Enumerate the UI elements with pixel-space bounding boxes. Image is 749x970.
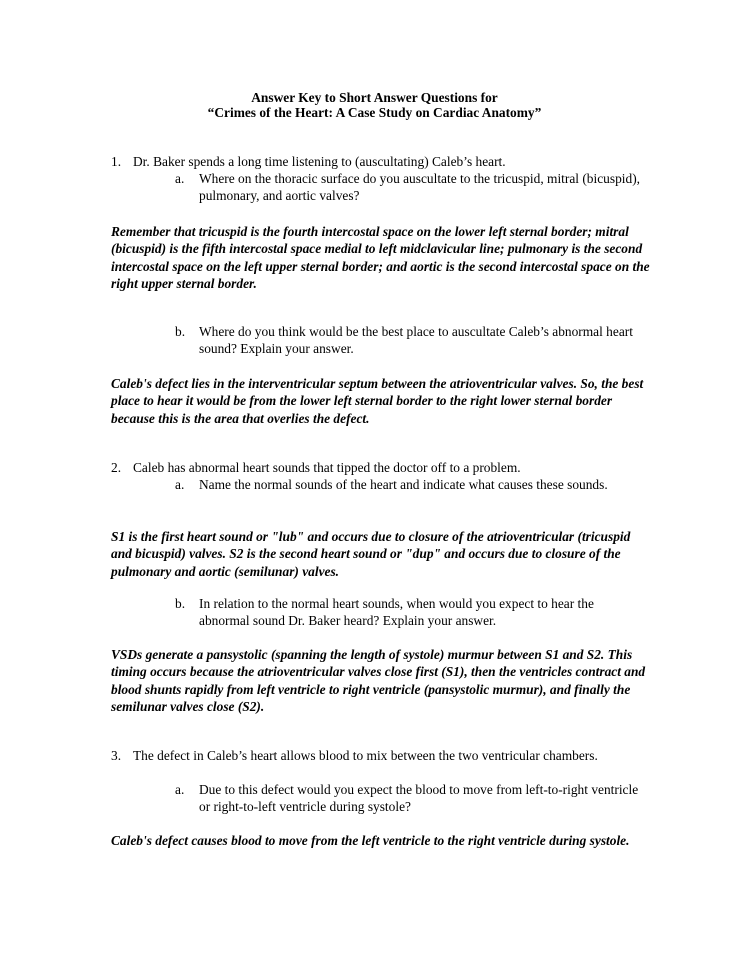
part-letter: a.: [175, 782, 185, 797]
question-number: 2.: [111, 460, 122, 475]
question-number: 3.: [111, 748, 122, 763]
answer-1b: Caleb's defect lies in the interventricular septum between the atrioventricular valves. So, the best place to hear it would be from the lower left sternal border to the right lower sternal border because this is the area that overlies the defect.: [111, 376, 644, 426]
answer-2b: VSDs generate a pansystolic (spanning the length of systole) murmur between S1 and S2. This timing occurs because the atrioventricular valves close first (S1), then the ventricles contract and blood shunts rapidly from left ventricle to right ventricle (pansystolic murmur), and finally the semilunar valves close (S2).: [111, 647, 646, 715]
part-text: Name the normal sounds of the heart and indicate what causes these sounds.: [199, 477, 608, 492]
part-letter: b.: [175, 324, 186, 339]
part-text: Where do you think would be the best place to auscultate Caleb’s abnormal heart sound? Explain your answer.: [199, 324, 633, 357]
question-text: Caleb has abnormal heart sounds that tipped the doctor off to a problem.: [133, 460, 521, 475]
title-line-1: Answer Key to Short Answer Questions for: [251, 90, 498, 105]
part-text: Where on the thoracic surface do you auscultate to the tricuspid, mitral (bicuspid), pulmonary, and aortic valves?: [199, 171, 640, 204]
part-letter: a.: [175, 477, 185, 492]
question-1b: [175, 323, 645, 357]
answer-2a: S1 is the first heart sound or "lub" and occurs due to closure of the atrioventricular (tricuspid and bicuspid) valves. S2 is the second heart sound or "dup" and occurs due to closure of the pulmonary and aortic (semilunar) valves.: [111, 529, 631, 579]
title-line-2: “Crimes of the Heart: A Case Study on Cardiac Anatomy”: [207, 105, 542, 120]
part-letter: b.: [175, 596, 186, 611]
answer-1a: Remember that tricuspid is the fourth intercostal space on the lower left sternal border; mitral (bicuspid) is the fifth intercostal space medial to left midclavicular line; pulmonary is the second intercostal space on the left upper sternal border; and aortic is the second intercostal space on the right upper sternal border.: [111, 224, 650, 292]
part-text: In relation to the normal heart sounds, when would you expect to hear the abnormal sound Dr. Baker heard? Explain your answer.: [199, 596, 594, 629]
question-text: The defect in Caleb’s heart allows blood to mix between the two ventricular chambers.: [133, 748, 598, 763]
question-number: 1.: [111, 154, 122, 169]
document-title: [0, 90, 749, 120]
question-3: [111, 747, 641, 764]
question-2a: [175, 476, 625, 493]
answer-3a: Caleb's defect causes blood to move from the left ventricle to the right ventricle during systole.: [111, 833, 630, 848]
question-1: [111, 153, 651, 170]
question-1a: [175, 170, 645, 204]
part-text: Due to this defect would you expect the blood to move from left-to-right ventricle or right-to-left ventricle during systole?: [199, 782, 639, 815]
question-2b: [175, 595, 645, 629]
part-letter: a.: [175, 171, 185, 186]
question-2: [111, 459, 651, 476]
question-text: Dr. Baker spends a long time listening to (auscultating) Caleb’s heart.: [133, 154, 506, 169]
question-3a: [175, 781, 645, 815]
